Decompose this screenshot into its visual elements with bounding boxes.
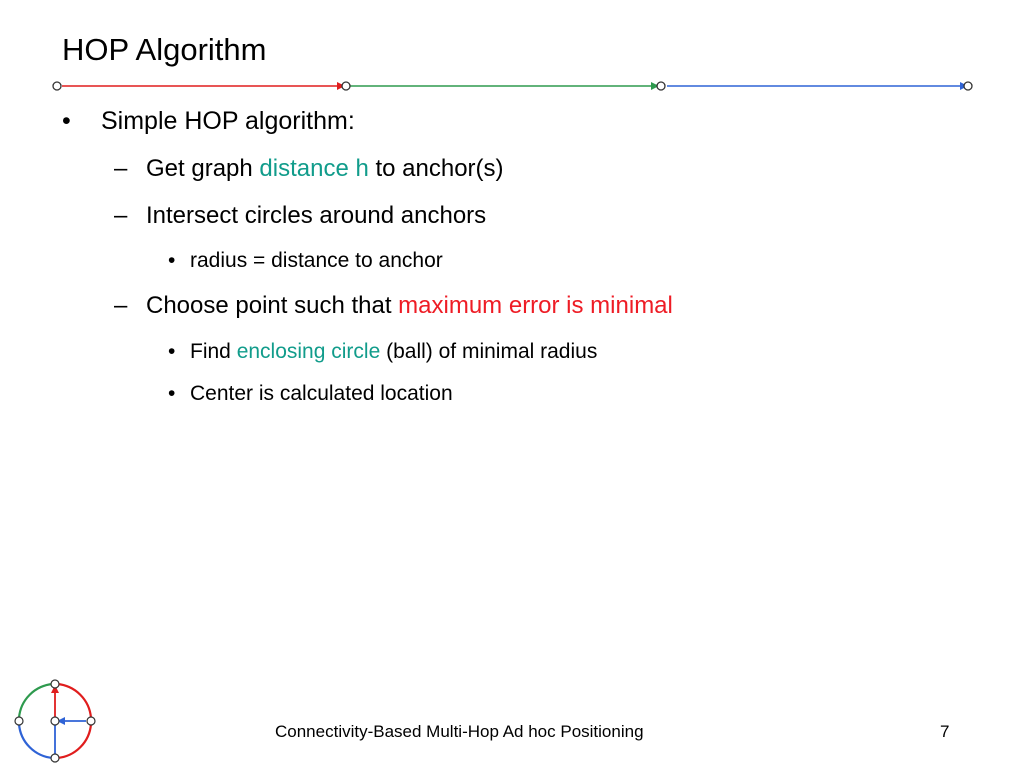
bullet-text: Center is calculated location: [190, 382, 453, 405]
bullet-marker: •: [168, 340, 176, 363]
page-number: 7: [940, 722, 950, 741]
slide-title: HOP Algorithm: [62, 32, 267, 67]
highlight-distance-h: distance h: [259, 155, 369, 182]
hop-network-logo-icon: [10, 676, 100, 766]
bullet-marker: •: [168, 249, 176, 272]
bullet-radius: [190, 248, 443, 274]
bullet-text: Choose point such that: [146, 292, 399, 319]
bullet-simple-hop-algorithm: [101, 106, 355, 136]
bullet-text: (ball) of minimal radius: [380, 340, 598, 363]
bullet-text: Find: [190, 340, 237, 363]
title-arrow-rule: [0, 72, 1024, 100]
dash-marker: –: [114, 292, 128, 319]
rule-node: [964, 82, 972, 90]
dash-marker: –: [114, 155, 128, 182]
bullet-marker: •: [62, 107, 71, 135]
bullet-text: to anchor(s): [368, 155, 504, 182]
dash-marker: –: [114, 202, 128, 229]
highlight-enclosing-circle: enclosing circle: [236, 340, 381, 363]
bullet-marker: •: [168, 382, 176, 405]
footer-title: Connectivity-Based Multi-Hop Ad hoc Positioning: [275, 722, 644, 741]
bullet-get-graph-distance: [146, 154, 504, 184]
rule-node: [53, 82, 61, 90]
bullet-text: Get graph: [146, 155, 260, 182]
highlight-maximum-error: maximum error is minimal: [398, 292, 673, 319]
bullet-text: Intersect circles around anchors: [146, 202, 487, 229]
rule-node: [342, 82, 350, 90]
rule-node: [657, 82, 665, 90]
bullet-find-enclosing-circle: [190, 339, 597, 365]
bullet-text: Simple HOP algorithm:: [101, 107, 355, 135]
bullet-choose-point: [146, 291, 673, 321]
bullet-text: radius = distance to anchor: [190, 249, 443, 272]
bullet-intersect-circles: [146, 201, 486, 231]
bullet-center-location: [190, 381, 453, 407]
